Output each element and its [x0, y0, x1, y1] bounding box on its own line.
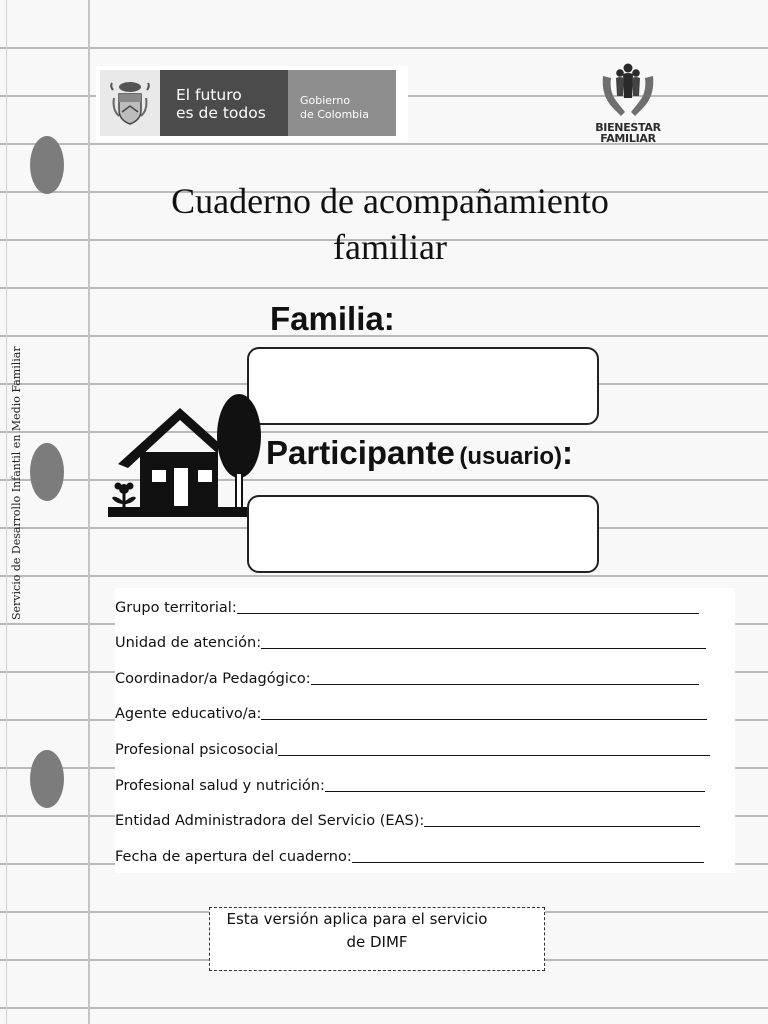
participante-word: Participante — [266, 434, 455, 471]
binder-hole — [30, 443, 64, 501]
field-grupo-territorial — [115, 588, 735, 624]
gov-line1: Gobierno — [300, 94, 351, 107]
slogan-line2: es de todos — [176, 104, 266, 122]
field-label: Coordinador/a Pedagógico: — [115, 670, 311, 687]
participante-label — [266, 434, 573, 472]
note-line1: Esta versión aplica para el servicio — [226, 910, 488, 928]
field-line[interactable] — [278, 755, 710, 756]
field-unidad-atencion — [115, 624, 735, 660]
field-line[interactable] — [325, 791, 705, 792]
gov-line2: de Colombia — [300, 108, 369, 121]
familia-input-box[interactable] — [247, 347, 599, 425]
gobierno-label — [288, 70, 396, 136]
field-label: Agente educativo/a: — [115, 706, 262, 723]
colombia-shield — [100, 70, 160, 136]
field-profesional-salud — [115, 766, 735, 802]
field-label: Entidad Administradora del Servicio (EAS): — [115, 813, 425, 830]
field-line[interactable] — [261, 719, 707, 720]
field-agente-educativo — [115, 695, 735, 731]
field-label: Profesional psicosocial — [115, 741, 279, 758]
bienestar-line2: FAMILIAR — [600, 132, 656, 145]
bienestar-line1: BIENESTAR — [595, 121, 661, 134]
house-tree-icon — [106, 390, 266, 522]
field-line[interactable] — [352, 862, 704, 863]
binder-hole — [30, 136, 64, 194]
field-coordinador — [115, 659, 735, 695]
title-line1: Cuaderno de acompañamiento — [171, 181, 609, 221]
field-label: Unidad de atención: — [115, 635, 262, 652]
side-text: Servicio de Desarrollo Infantil en Medio Familiar — [10, 346, 23, 620]
field-line[interactable] — [424, 826, 700, 827]
field-eas — [115, 802, 735, 838]
hands-family-icon — [599, 62, 657, 118]
field-line[interactable] — [237, 613, 699, 614]
title-line2: familiar — [333, 227, 447, 267]
margin-line — [88, 0, 90, 1024]
version-note — [209, 907, 545, 971]
shield-icon — [110, 80, 150, 126]
familia-label: Familia: — [270, 300, 395, 337]
gobierno-logo — [100, 70, 396, 136]
participante-colon: : — [562, 434, 574, 471]
field-profesional-psicosocial — [115, 730, 735, 766]
participante-suffix: (usuario) — [459, 443, 563, 470]
field-fecha-apertura — [115, 837, 735, 873]
page-title — [130, 178, 650, 270]
field-label: Grupo territorial: — [115, 599, 237, 616]
field-line[interactable] — [311, 684, 699, 685]
note-line2: de DIMF — [346, 933, 408, 951]
bienestar-familiar-logo — [588, 62, 668, 146]
participante-input-box[interactable] — [247, 495, 599, 573]
page-edge — [6, 0, 7, 1024]
field-label: Fecha de apertura del cuaderno: — [115, 848, 352, 865]
field-label: Profesional salud y nutrición: — [115, 777, 325, 794]
slogan — [160, 70, 288, 136]
slogan-line1: El futuro — [176, 86, 242, 104]
field-line[interactable] — [261, 648, 706, 649]
form-fields — [115, 588, 735, 873]
binder-hole — [30, 750, 64, 808]
